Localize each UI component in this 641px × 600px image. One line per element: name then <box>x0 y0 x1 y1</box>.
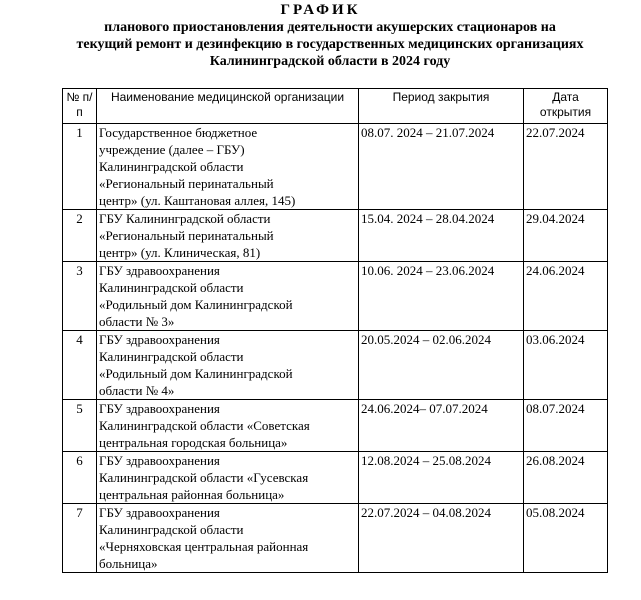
row-number: 4 <box>63 331 97 400</box>
subtitle-line: Калининградской области в 2024 году <box>209 54 451 69</box>
opening-date: 29.04.2024 <box>524 210 608 262</box>
organization-name-line: Калининградской области «Советская <box>99 418 310 433</box>
organization-name-line: центр» (ул. Каштановая аллея, 145) <box>99 193 296 208</box>
closure-period: 08.07. 2024 – 21.07.2024 <box>359 124 524 210</box>
row-number: 5 <box>63 400 97 452</box>
organization-name-line: центральная городская больница» <box>99 435 288 450</box>
header-name: Наименование медицинской организации <box>97 89 359 124</box>
opening-date: 24.06.2024 <box>524 262 608 331</box>
opening-date: 05.08.2024 <box>524 504 608 573</box>
organization-name-line: ГБУ здравоохранения <box>99 401 220 416</box>
row-number: 2 <box>63 210 97 262</box>
organization-name-line: области № 3» <box>99 314 175 329</box>
closure-period: 10.06. 2024 – 23.06.2024 <box>359 262 524 331</box>
opening-date: 03.06.2024 <box>524 331 608 400</box>
closure-period: 20.05.2024 – 02.06.2024 <box>359 331 524 400</box>
organization-name <box>97 124 359 210</box>
organization-name-line: Калининградской области <box>99 522 244 537</box>
organization-name <box>97 452 359 504</box>
organization-name <box>97 210 359 262</box>
organization-name <box>97 400 359 452</box>
organization-name-line: «Региональный перинатальный <box>99 228 274 243</box>
table-row <box>63 210 608 262</box>
organization-name-line: «Родильный дом Калининградской <box>99 297 293 312</box>
organization-name-line: центральная районная больница» <box>99 487 285 502</box>
schedule-table <box>62 88 608 573</box>
table-row <box>63 262 608 331</box>
organization-name-line: Государственное бюджетное <box>99 125 258 140</box>
organization-name <box>97 504 359 573</box>
organization-name-line: Калининградской области «Гусевская <box>99 470 309 485</box>
organization-name-line: ГБУ здравоохранения <box>99 263 220 278</box>
organization-name-line: «Черняховская центральная районная <box>99 539 309 554</box>
table-header-row <box>63 89 608 124</box>
document-subtitle <box>60 19 600 70</box>
header-num: № п/п <box>63 89 97 124</box>
table-body <box>63 124 608 573</box>
table-row <box>63 124 608 210</box>
document-title: ГРАФИК <box>280 2 361 18</box>
organization-name-line: ГБУ здравоохранения <box>99 332 220 347</box>
row-number: 3 <box>63 262 97 331</box>
opening-date: 26.08.2024 <box>524 452 608 504</box>
opening-date: 08.07.2024 <box>524 400 608 452</box>
organization-name-line: ГБУ Калининградской области <box>99 211 271 226</box>
organization-name-line: «Региональный перинатальный <box>99 176 274 191</box>
organization-name-line: «Родильный дом Калининградской <box>99 366 293 381</box>
opening-date: 22.07.2024 <box>524 124 608 210</box>
header-opening: Дата открытия <box>524 89 608 124</box>
organization-name-line: Калининградской области <box>99 280 244 295</box>
organization-name-line: учреждение (далее – ГБУ) <box>99 142 245 157</box>
header-period: Период закрытия <box>359 89 524 124</box>
table-row <box>63 452 608 504</box>
table-row <box>63 504 608 573</box>
closure-period: 15.04. 2024 – 28.04.2024 <box>359 210 524 262</box>
row-number: 1 <box>63 124 97 210</box>
organization-name-line: ГБУ здравоохранения <box>99 453 220 468</box>
subtitle-line: планового приостановления деятельности акушерских стационаров на <box>104 20 556 35</box>
table-row <box>63 400 608 452</box>
row-number: 6 <box>63 452 97 504</box>
organization-name-line: ГБУ здравоохранения <box>99 505 220 520</box>
table-row <box>63 331 608 400</box>
subtitle-line: текущий ремонт и дезинфекцию в государственных медицинских организациях <box>76 37 584 52</box>
organization-name <box>97 262 359 331</box>
organization-name-line: больница» <box>99 556 158 571</box>
organization-name-line: Калининградской области <box>99 159 244 174</box>
row-number: 7 <box>63 504 97 573</box>
organization-name-line: области № 4» <box>99 383 175 398</box>
organization-name-line: Калининградской области <box>99 349 244 364</box>
closure-period: 24.06.2024– 07.07.2024 <box>359 400 524 452</box>
organization-name <box>97 331 359 400</box>
organization-name-line: центр» (ул. Клиническая, 81) <box>99 245 261 260</box>
closure-period: 22.07.2024 – 04.08.2024 <box>359 504 524 573</box>
closure-period: 12.08.2024 – 25.08.2024 <box>359 452 524 504</box>
